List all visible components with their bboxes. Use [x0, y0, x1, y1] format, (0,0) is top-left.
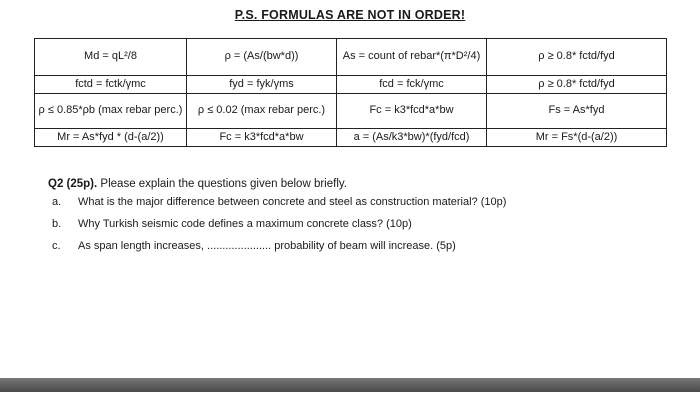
- table-cell: ρ ≥ 0.8* fctd/fyd: [487, 76, 667, 94]
- item-marker: b.: [52, 218, 62, 230]
- table-cell: ρ ≥ 0.8* fctd/fyd: [487, 39, 667, 76]
- table-cell: Md = qL²/8: [35, 39, 187, 76]
- list-item: [52, 196, 506, 218]
- table-cell: Mr = As*fyd * (d-(a/2)): [35, 129, 187, 147]
- item-text: As span length increases, ..................... probability of beam will increase. (5p): [78, 240, 456, 252]
- table-cell: As = count of rebar*(π*D²/4): [337, 39, 487, 76]
- table-row: [35, 129, 667, 147]
- list-item: [52, 218, 506, 240]
- table-cell: fyd = fyk/γms: [187, 76, 337, 94]
- table-cell: Fc = k3*fcd*a*bw: [187, 129, 337, 147]
- list-item: [52, 240, 506, 262]
- question-heading: [48, 178, 347, 190]
- table-cell: a = (As/k3*bw)*(fyd/fcd): [337, 129, 487, 147]
- formula-notice: P.S. FORMULAS ARE NOT IN ORDER!: [234, 8, 466, 22]
- item-marker: a.: [52, 196, 62, 208]
- table-cell: ρ ≤ 0.02 (max rebar perc.): [187, 94, 337, 129]
- table-cell: Fs = As*fyd: [487, 94, 667, 129]
- item-text: Why Turkish seismic code defines a maximum concrete class? (10p): [78, 218, 412, 230]
- formula-table: [34, 38, 667, 147]
- table-cell: ρ ≤ 0.85*ρb (max rebar perc.): [35, 94, 187, 129]
- table-row: [35, 76, 667, 94]
- table-cell: fcd = fck/γmc: [337, 76, 487, 94]
- question-label: Q2 (25p).: [48, 178, 98, 190]
- bottom-margin: [0, 392, 700, 404]
- question-intro: Please explain the questions given below briefly.: [100, 178, 347, 190]
- table-cell: Fc = k3*fcd*a*bw: [337, 94, 487, 129]
- table-cell: fctd = fctk/γmc: [35, 76, 187, 94]
- bottom-bar: [0, 378, 700, 392]
- table-row: [35, 94, 667, 129]
- table-cell: ρ = (As/(bw*d)): [187, 39, 337, 76]
- table-cell: Mr = Fs*(d-(a/2)): [487, 129, 667, 147]
- table-row: [35, 39, 667, 76]
- item-marker: c.: [52, 240, 61, 252]
- item-text: What is the major difference between concrete and steel as construction material? (10p): [78, 196, 507, 208]
- question-list: [52, 196, 506, 262]
